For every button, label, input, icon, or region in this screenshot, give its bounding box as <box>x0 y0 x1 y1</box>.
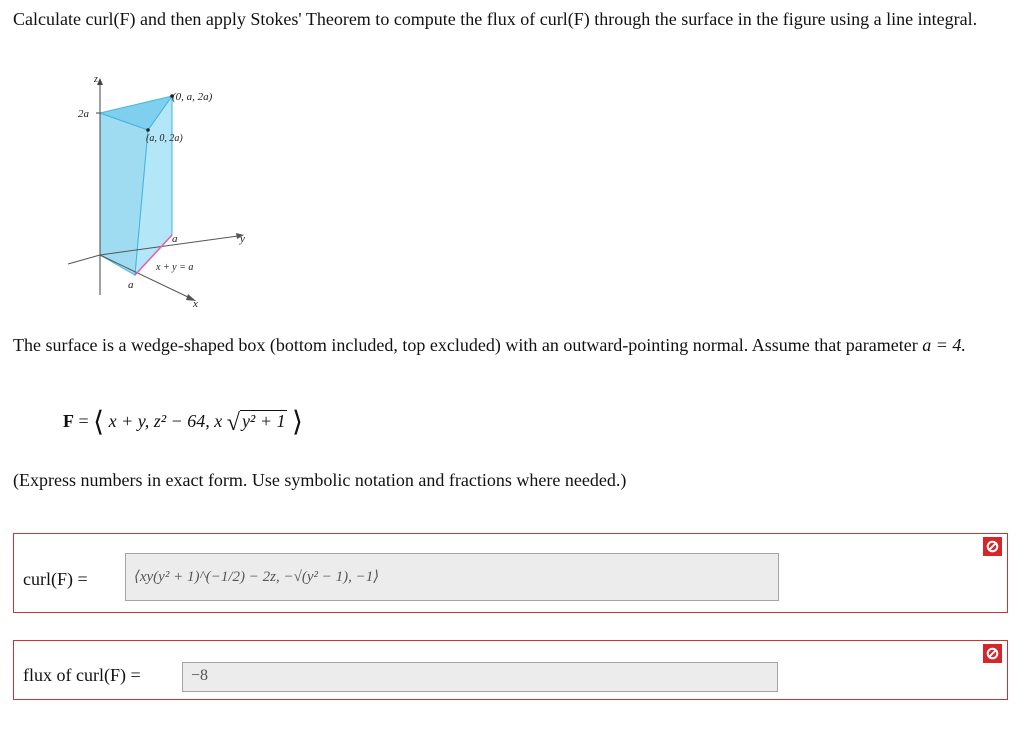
label-a-x: a <box>128 279 134 291</box>
label-point-1: (0, a, 2a) <box>172 91 213 103</box>
label-line: x + y = a <box>156 262 194 273</box>
instructions: (Express numbers in exact form. Use symbolic notation and fractions where needed.) <box>13 470 627 490</box>
vector-field-equation: F = ⟨ x + y, z² − 64, x √ y² + 1 ⟩ <box>63 407 303 438</box>
curl-label: curl(F) = <box>23 569 88 589</box>
label-point-2: (a, 0, 2a) <box>146 133 183 144</box>
label-2a: 2a <box>78 108 89 120</box>
flux-input[interactable] <box>182 662 778 692</box>
incorrect-icon <box>983 644 1002 663</box>
label-a-y: a <box>172 233 178 245</box>
curl-answer-box <box>13 533 1008 613</box>
wedge-figure <box>60 70 280 320</box>
parameter-value: a = 4. <box>922 335 966 355</box>
flux-label: flux of curl(F) = <box>23 665 141 685</box>
flux-value: −8 <box>191 667 209 684</box>
surface-description: The surface is a wedge-shaped box (bottom included, top excluded) with an outward-pointing normal. Assume that parameter a = 4. <box>13 335 966 355</box>
label-x: x <box>193 298 198 310</box>
curl-value: ⟨xy(y² + 1)^(−1/2) − 2z, −√(y² − 1), −1⟩ <box>134 569 380 585</box>
label-z: z <box>94 74 98 85</box>
flux-answer-box <box>13 640 1008 700</box>
incorrect-icon <box>983 537 1002 556</box>
label-y: y <box>240 233 245 245</box>
curl-input[interactable] <box>125 553 779 601</box>
question-text: Calculate curl(F) and then apply Stokes' Theorem to compute the flux of curl(F) through the surface in the figure using a line integral. <box>13 9 978 29</box>
